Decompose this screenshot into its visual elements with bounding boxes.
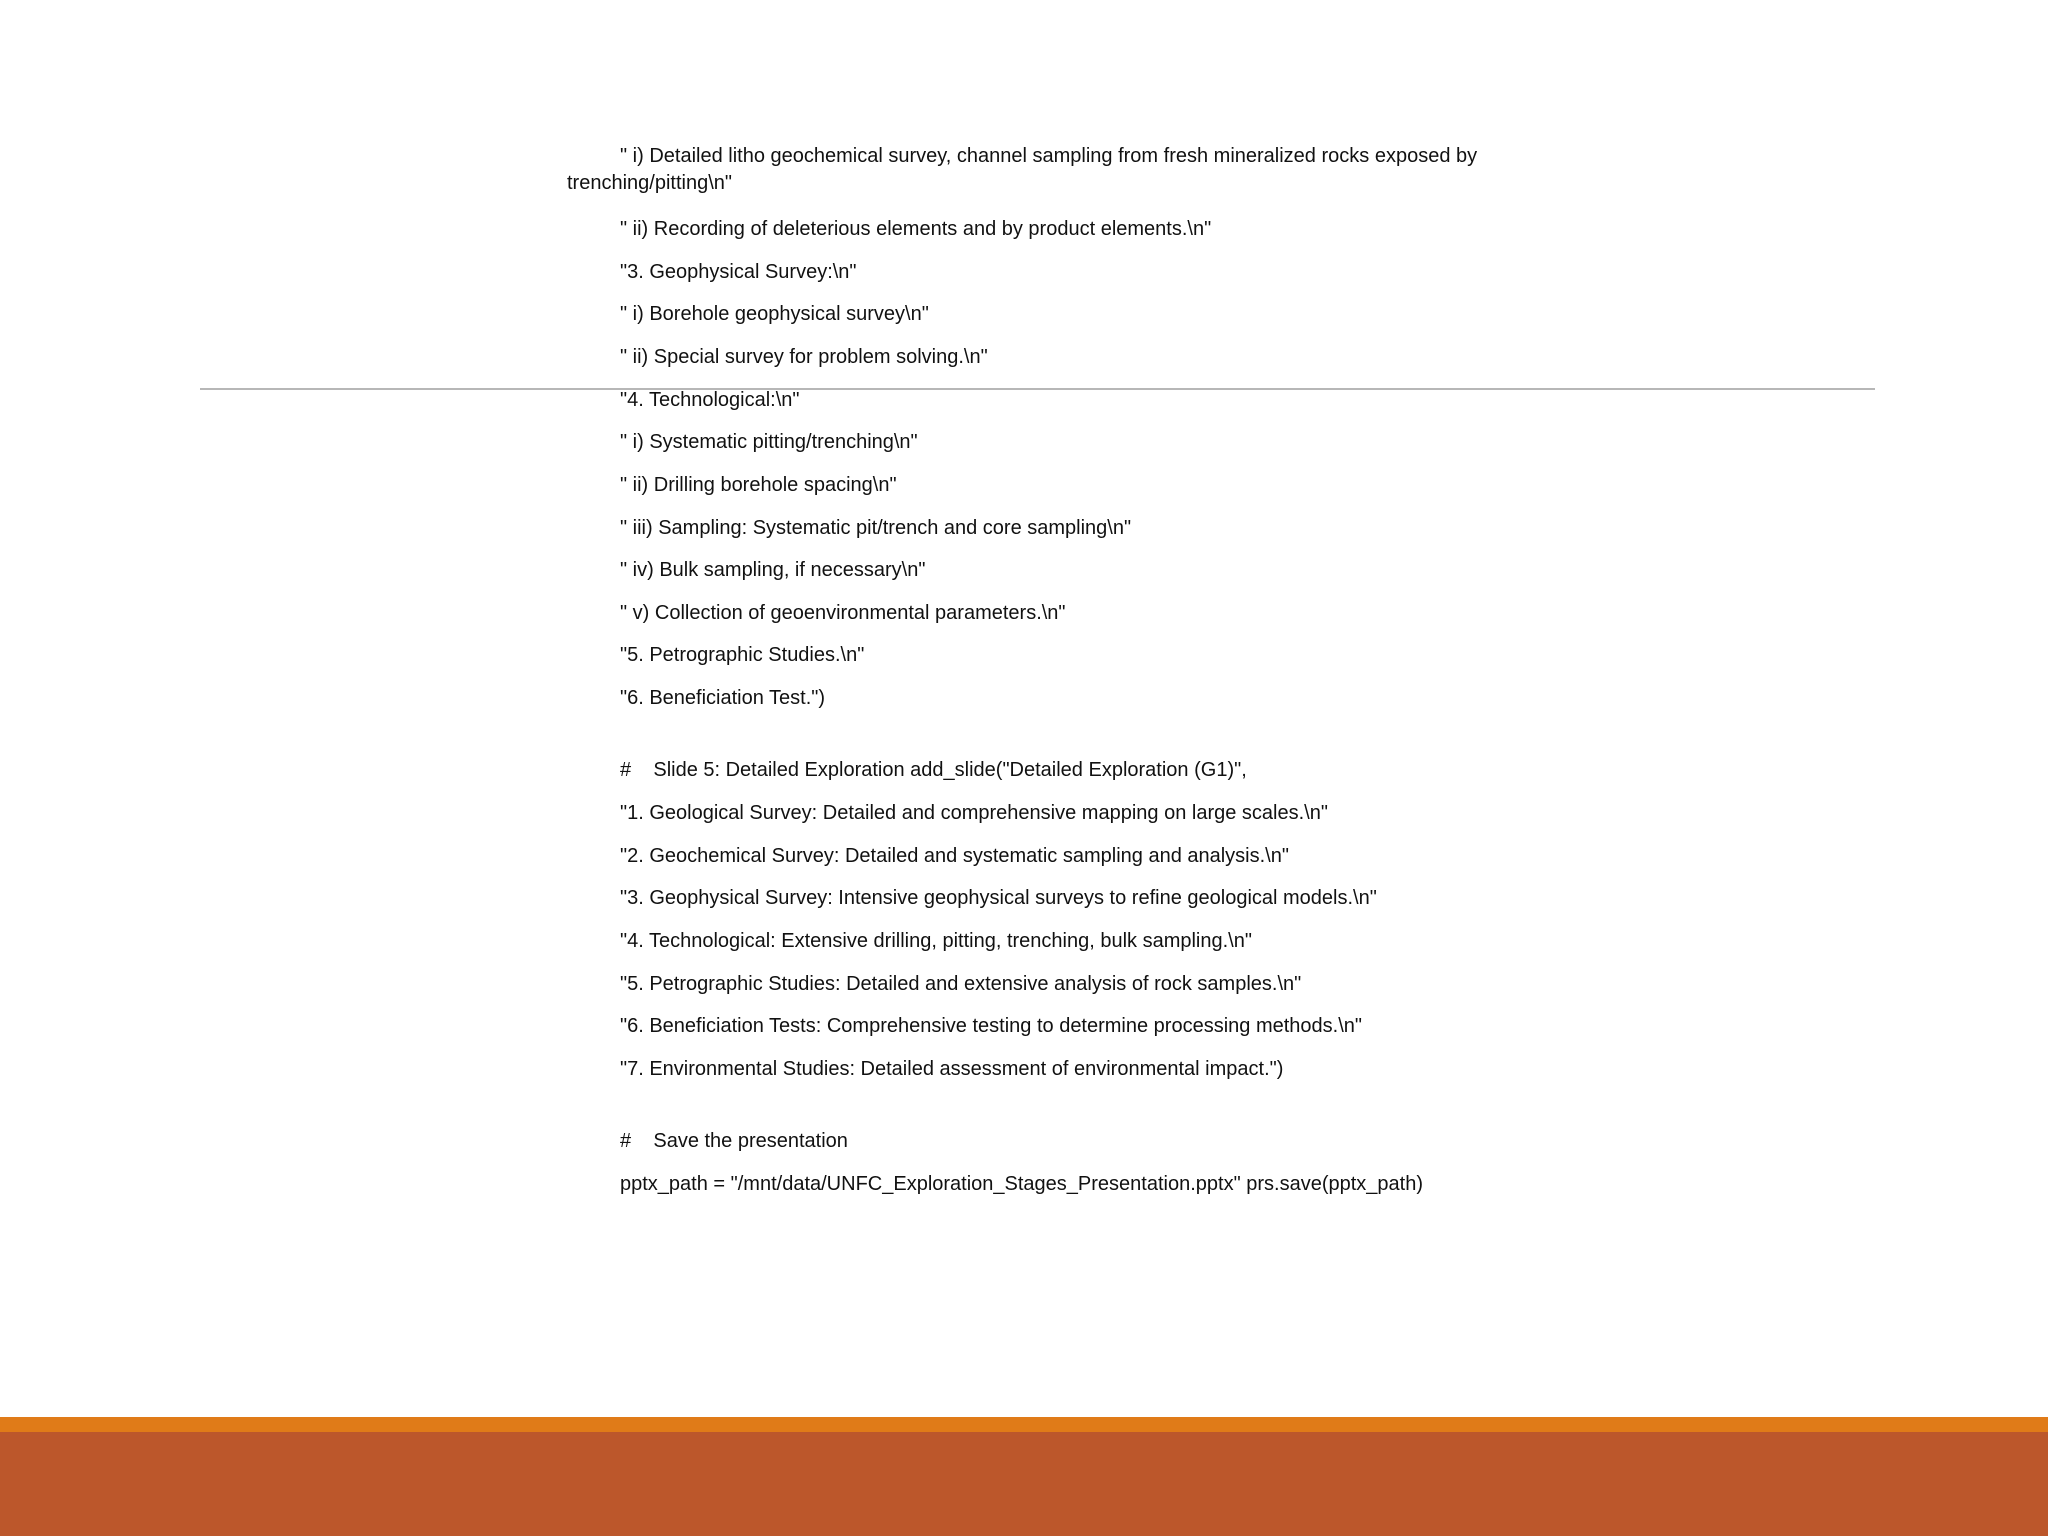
text-line: "1. Geological Survey: Detailed and comprehensive mapping on large scales.\n" bbox=[620, 802, 1328, 824]
footer-band bbox=[0, 1432, 2048, 1536]
text-line: "6. Beneficiation Test.") bbox=[620, 687, 826, 709]
text-line: " v) Collection of geoenvironmental parameters.\n" bbox=[620, 602, 1066, 624]
text-line: " i) Detailed litho geochemical survey, channel sampling from fresh mineralized rocks exposed by bbox=[620, 145, 1478, 167]
text-line: "3. Geophysical Survey:\n" bbox=[620, 261, 857, 283]
text-line: "3. Geophysical Survey: Intensive geophysical surveys to refine geological models.\n" bbox=[620, 887, 1377, 909]
text-line: "4. Technological: Extensive drilling, pitting, trenching, bulk sampling.\n" bbox=[620, 930, 1252, 952]
text-line: " ii) Recording of deleterious elements and by product elements.\n" bbox=[620, 218, 1212, 240]
text-line: "4. Technological:\n" bbox=[620, 389, 800, 411]
text-line: " ii) Special survey for problem solving.\n" bbox=[620, 346, 988, 368]
code-line: pptx_path = "/mnt/data/UNFC_Exploration_Stages_Presentation.pptx" prs.save(pptx_path) bbox=[620, 1173, 1423, 1195]
text-line: " ii) Drilling borehole spacing\n" bbox=[620, 474, 897, 496]
code-comment-line: # Slide 5: Detailed Exploration add_slide("Detailed Exploration (G1)", bbox=[620, 759, 1247, 781]
text-line: "2. Geochemical Survey: Detailed and systematic sampling and analysis.\n" bbox=[620, 845, 1289, 867]
code-comment-line: # Save the presentation bbox=[620, 1130, 848, 1152]
text-line: " i) Systematic pitting/trenching\n" bbox=[620, 431, 918, 453]
text-line: " i) Borehole geophysical survey\n" bbox=[620, 303, 929, 325]
text-line: "5. Petrographic Studies.\n" bbox=[620, 644, 865, 666]
text-line: " iv) Bulk sampling, if necessary\n" bbox=[620, 559, 926, 581]
text-line: trenching/pitting\n" bbox=[567, 172, 732, 194]
text-line: " iii) Sampling: Systematic pit/trench and core sampling\n" bbox=[620, 517, 1132, 539]
text-line: "7. Environmental Studies: Detailed assessment of environmental impact.") bbox=[620, 1058, 1284, 1080]
text-line: "5. Petrographic Studies: Detailed and extensive analysis of rock samples.\n" bbox=[620, 973, 1302, 995]
footer-accent-stripe bbox=[0, 1417, 2048, 1432]
text-line: "6. Beneficiation Tests: Comprehensive testing to determine processing methods.\n" bbox=[620, 1015, 1363, 1037]
